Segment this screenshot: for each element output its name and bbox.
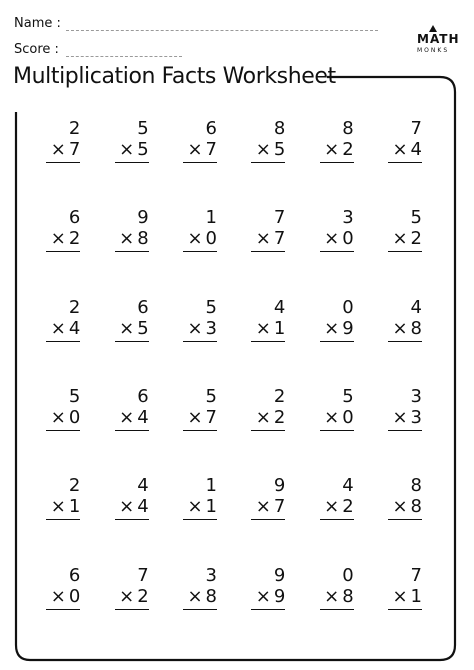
problem-cell	[233, 562, 301, 651]
top-number: 1	[205, 207, 217, 229]
bottom-row	[42, 228, 80, 249]
bottom-number: 2	[342, 139, 354, 160]
problem-cell	[370, 472, 438, 561]
bottom-row	[247, 318, 285, 339]
top-number: 8	[273, 118, 286, 139]
top-number: 2	[68, 296, 81, 318]
top-number: 3	[342, 207, 354, 229]
bottom-row	[384, 228, 422, 249]
bottom-number: 8	[410, 317, 422, 339]
top-number: 6	[137, 386, 149, 407]
bottom-row	[111, 496, 149, 517]
top-number: 8	[410, 475, 422, 497]
multiplication-problem	[42, 207, 80, 252]
problem-cell	[96, 562, 164, 651]
times-operator: ×	[50, 139, 66, 160]
multiplication-problem	[247, 386, 285, 431]
multiplication-problem	[384, 297, 422, 342]
answer-line[interactable]	[46, 162, 80, 163]
bottom-number: 1	[273, 317, 286, 339]
bottom-row	[179, 496, 217, 517]
bottom-row	[247, 496, 285, 517]
bottom-number: 8	[410, 496, 422, 518]
bottom-row	[384, 318, 422, 339]
bottom-row	[316, 407, 354, 428]
problem-cell	[301, 294, 369, 383]
bottom-row	[384, 496, 422, 517]
bottom-number: 0	[342, 228, 354, 250]
times-operator: ×	[50, 317, 66, 339]
top-number: 1	[205, 475, 217, 497]
times-operator: ×	[392, 585, 408, 607]
answer-line[interactable]	[115, 609, 149, 610]
problem-cell	[233, 472, 301, 561]
multiplication-problem	[384, 386, 422, 431]
multiplication-problem	[179, 207, 217, 252]
times-operator: ×	[324, 139, 340, 160]
bottom-number: 2	[68, 228, 81, 250]
times-operator: ×	[255, 139, 271, 160]
times-operator: ×	[119, 496, 135, 518]
bottom-number: 0	[205, 228, 217, 250]
multiplication-problem	[247, 565, 285, 610]
problem-cell	[96, 383, 164, 472]
logo-line1: MATH	[417, 32, 460, 46]
times-operator: ×	[392, 139, 408, 160]
times-operator: ×	[324, 496, 340, 518]
bottom-number: 0	[68, 585, 81, 607]
bottom-row	[316, 496, 354, 517]
answer-line[interactable]	[251, 341, 285, 342]
bottom-row	[247, 407, 285, 428]
times-operator: ×	[187, 139, 203, 160]
multiplication-problem	[42, 118, 80, 163]
times-operator: ×	[255, 228, 271, 250]
problem-cell	[165, 294, 233, 383]
problem-cell	[370, 294, 438, 383]
top-number: 2	[68, 118, 81, 139]
bottom-row	[42, 586, 80, 607]
multiplication-problem	[384, 475, 422, 520]
top-number: 7	[410, 118, 422, 139]
answer-line[interactable]	[251, 162, 285, 163]
problem-cell	[233, 115, 301, 204]
answer-line[interactable]	[183, 519, 217, 520]
bottom-row	[384, 407, 422, 428]
times-operator: ×	[187, 496, 203, 518]
answer-line[interactable]	[251, 251, 285, 252]
problem-cell	[28, 115, 96, 204]
top-number: 9	[273, 475, 286, 497]
top-number: 2	[273, 386, 286, 407]
top-number: 5	[137, 118, 149, 139]
bottom-row	[316, 318, 354, 339]
answer-line[interactable]	[46, 519, 80, 520]
score-label: Score :	[14, 42, 59, 57]
answer-line[interactable]	[183, 430, 217, 431]
top-number: 4	[137, 475, 149, 497]
multiplication-problem	[384, 565, 422, 610]
answer-line[interactable]	[183, 609, 217, 610]
multiplication-problem	[111, 118, 149, 163]
logo-line2: MONKS	[417, 47, 450, 54]
bottom-row	[247, 228, 285, 249]
top-number: 0	[342, 564, 354, 586]
times-operator: ×	[324, 317, 340, 339]
bottom-number: 3	[410, 407, 422, 428]
top-number: 7	[410, 564, 422, 586]
multiplication-problem	[111, 565, 149, 610]
answer-line[interactable]	[388, 430, 422, 431]
answer-line[interactable]	[46, 430, 80, 431]
problem-cell	[301, 472, 369, 561]
top-number: 9	[273, 564, 286, 586]
bottom-row	[42, 407, 80, 428]
times-operator: ×	[119, 585, 135, 607]
top-number: 6	[68, 564, 81, 586]
top-number: 7	[273, 207, 286, 229]
times-operator: ×	[50, 496, 66, 518]
multiplication-problem	[42, 297, 80, 342]
page-title: Multiplication Facts Worksheet	[13, 64, 336, 89]
problem-cell	[96, 472, 164, 561]
times-operator: ×	[119, 407, 135, 428]
bottom-row	[247, 139, 285, 160]
multiplication-problem	[316, 565, 354, 610]
times-operator: ×	[255, 317, 271, 339]
times-operator: ×	[255, 496, 271, 518]
top-number: 5	[205, 386, 217, 407]
top-number: 5	[68, 386, 81, 407]
multiplication-problem	[179, 565, 217, 610]
bottom-row	[316, 228, 354, 249]
answer-line[interactable]	[46, 609, 80, 610]
answer-line[interactable]	[320, 609, 354, 610]
problem-cell	[28, 383, 96, 472]
times-operator: ×	[392, 228, 408, 250]
problem-cell	[370, 115, 438, 204]
bottom-row	[111, 139, 149, 160]
problem-cell	[301, 383, 369, 472]
bottom-number: 7	[273, 496, 286, 518]
top-number: 7	[137, 564, 149, 586]
problem-cell	[28, 562, 96, 651]
bottom-row	[384, 586, 422, 607]
times-operator: ×	[392, 317, 408, 339]
problem-cell	[301, 115, 369, 204]
bottom-row	[179, 139, 217, 160]
top-number: 5	[342, 386, 354, 407]
bottom-number: 7	[68, 139, 81, 160]
top-number: 6	[137, 296, 149, 318]
times-operator: ×	[324, 228, 340, 250]
multiplication-problem	[42, 475, 80, 520]
times-operator: ×	[324, 585, 340, 607]
bottom-number: 7	[205, 407, 217, 428]
times-operator: ×	[187, 407, 203, 428]
bottom-number: 4	[137, 496, 149, 518]
times-operator: ×	[50, 228, 66, 250]
answer-line[interactable]	[183, 251, 217, 252]
multiplication-problem	[247, 475, 285, 520]
bottom-number: 9	[273, 585, 286, 607]
top-number: 5	[410, 207, 422, 229]
problem-cell	[301, 204, 369, 293]
bottom-row	[42, 139, 80, 160]
problem-cell	[370, 383, 438, 472]
answer-line[interactable]	[320, 430, 354, 431]
bottom-number: 1	[68, 496, 81, 518]
answer-line[interactable]	[115, 162, 149, 163]
multiplication-problem	[247, 297, 285, 342]
bottom-row	[316, 139, 354, 160]
multiplication-problem	[42, 386, 80, 431]
answer-line[interactable]	[388, 341, 422, 342]
bottom-number: 1	[410, 585, 422, 607]
answer-line[interactable]	[320, 341, 354, 342]
problem-cell	[28, 294, 96, 383]
bottom-number: 0	[342, 407, 354, 428]
multiplication-problem	[179, 475, 217, 520]
problem-cell	[165, 115, 233, 204]
answer-line[interactable]	[251, 430, 285, 431]
bottom-number: 5	[137, 317, 149, 339]
bottom-number: 5	[273, 139, 286, 160]
bottom-number: 3	[205, 317, 217, 339]
multiplication-problem	[111, 207, 149, 252]
top-number: 3	[410, 386, 422, 407]
multiplication-problem	[316, 118, 354, 163]
top-number: 9	[137, 207, 149, 229]
answer-line[interactable]	[183, 162, 217, 163]
bottom-number: 7	[205, 139, 217, 160]
problem-cell	[28, 204, 96, 293]
problem-cell	[165, 562, 233, 651]
bottom-number: 2	[137, 585, 149, 607]
answer-line[interactable]	[183, 341, 217, 342]
answer-line[interactable]	[115, 341, 149, 342]
top-number: 2	[68, 475, 81, 497]
answer-line[interactable]	[115, 251, 149, 252]
multiplication-problem	[247, 207, 285, 252]
times-operator: ×	[187, 317, 203, 339]
times-operator: ×	[255, 585, 271, 607]
bottom-number: 9	[342, 317, 354, 339]
problem-cell	[301, 562, 369, 651]
multiplication-problem	[111, 386, 149, 431]
answer-line[interactable]	[388, 251, 422, 252]
problem-cell	[370, 204, 438, 293]
bottom-row	[179, 586, 217, 607]
times-operator: ×	[50, 585, 66, 607]
answer-line[interactable]	[115, 519, 149, 520]
bottom-row	[316, 586, 354, 607]
multiplication-problem	[384, 118, 422, 163]
multiplication-problem	[179, 118, 217, 163]
top-number: 0	[342, 296, 354, 318]
multiplication-problem	[42, 565, 80, 610]
problem-cell	[165, 472, 233, 561]
bottom-number: 0	[68, 407, 81, 428]
multiplication-problem	[111, 475, 149, 520]
answer-line[interactable]	[46, 251, 80, 252]
answer-line[interactable]	[320, 519, 354, 520]
problem-cell	[28, 472, 96, 561]
multiplication-problem	[384, 207, 422, 252]
answer-line[interactable]	[388, 609, 422, 610]
bottom-number: 5	[137, 139, 149, 160]
bottom-number: 4	[137, 407, 149, 428]
bottom-row	[42, 318, 80, 339]
problem-cell	[96, 115, 164, 204]
answer-line[interactable]	[46, 341, 80, 342]
bottom-row	[179, 318, 217, 339]
problem-cell	[96, 204, 164, 293]
bottom-number: 2	[410, 228, 422, 250]
times-operator: ×	[50, 407, 66, 428]
multiplication-problem	[247, 118, 285, 163]
bottom-number: 8	[342, 585, 354, 607]
top-number: 4	[410, 296, 422, 318]
multiplication-problem	[316, 475, 354, 520]
times-operator: ×	[187, 585, 203, 607]
times-operator: ×	[187, 228, 203, 250]
top-number: 6	[205, 118, 217, 139]
top-number: 3	[205, 564, 217, 586]
problems-grid	[28, 115, 438, 651]
times-operator: ×	[392, 496, 408, 518]
times-operator: ×	[324, 407, 340, 428]
bottom-number: 2	[273, 407, 286, 428]
times-operator: ×	[119, 228, 135, 250]
bottom-row	[179, 407, 217, 428]
multiplication-problem	[316, 207, 354, 252]
problem-cell	[165, 383, 233, 472]
answer-line[interactable]	[251, 519, 285, 520]
top-number: 4	[273, 296, 286, 318]
bottom-row	[247, 586, 285, 607]
bottom-number: 8	[205, 585, 217, 607]
bottom-number: 8	[137, 228, 149, 250]
top-number: 5	[205, 296, 217, 318]
multiplication-problem	[179, 297, 217, 342]
top-number: 6	[68, 207, 81, 229]
bottom-number: 2	[342, 496, 354, 518]
answer-line[interactable]	[320, 162, 354, 163]
bottom-row	[111, 228, 149, 249]
problem-cell	[233, 383, 301, 472]
problem-cell	[233, 294, 301, 383]
multiplication-problem	[179, 386, 217, 431]
bottom-row	[111, 586, 149, 607]
bottom-row	[179, 228, 217, 249]
times-operator: ×	[119, 139, 135, 160]
bottom-row	[384, 139, 422, 160]
bottom-row	[111, 407, 149, 428]
top-number: 8	[342, 118, 354, 139]
name-label: Name :	[14, 16, 61, 31]
bottom-row	[42, 496, 80, 517]
bottom-row	[111, 318, 149, 339]
answer-line[interactable]	[320, 251, 354, 252]
answer-line[interactable]	[388, 162, 422, 163]
answer-line[interactable]	[115, 430, 149, 431]
bottom-number: 4	[68, 317, 81, 339]
problem-cell	[96, 294, 164, 383]
times-operator: ×	[392, 407, 408, 428]
answer-line[interactable]	[251, 609, 285, 610]
multiplication-problem	[111, 297, 149, 342]
problem-cell	[165, 204, 233, 293]
times-operator: ×	[119, 317, 135, 339]
problem-cell	[370, 562, 438, 651]
problem-cell	[233, 204, 301, 293]
top-number: 4	[342, 475, 354, 497]
multiplication-problem	[316, 297, 354, 342]
bottom-number: 4	[410, 139, 422, 160]
times-operator: ×	[255, 407, 271, 428]
multiplication-problem	[316, 386, 354, 431]
bottom-number: 1	[205, 496, 217, 518]
bottom-number: 7	[273, 228, 286, 250]
answer-line[interactable]	[388, 519, 422, 520]
